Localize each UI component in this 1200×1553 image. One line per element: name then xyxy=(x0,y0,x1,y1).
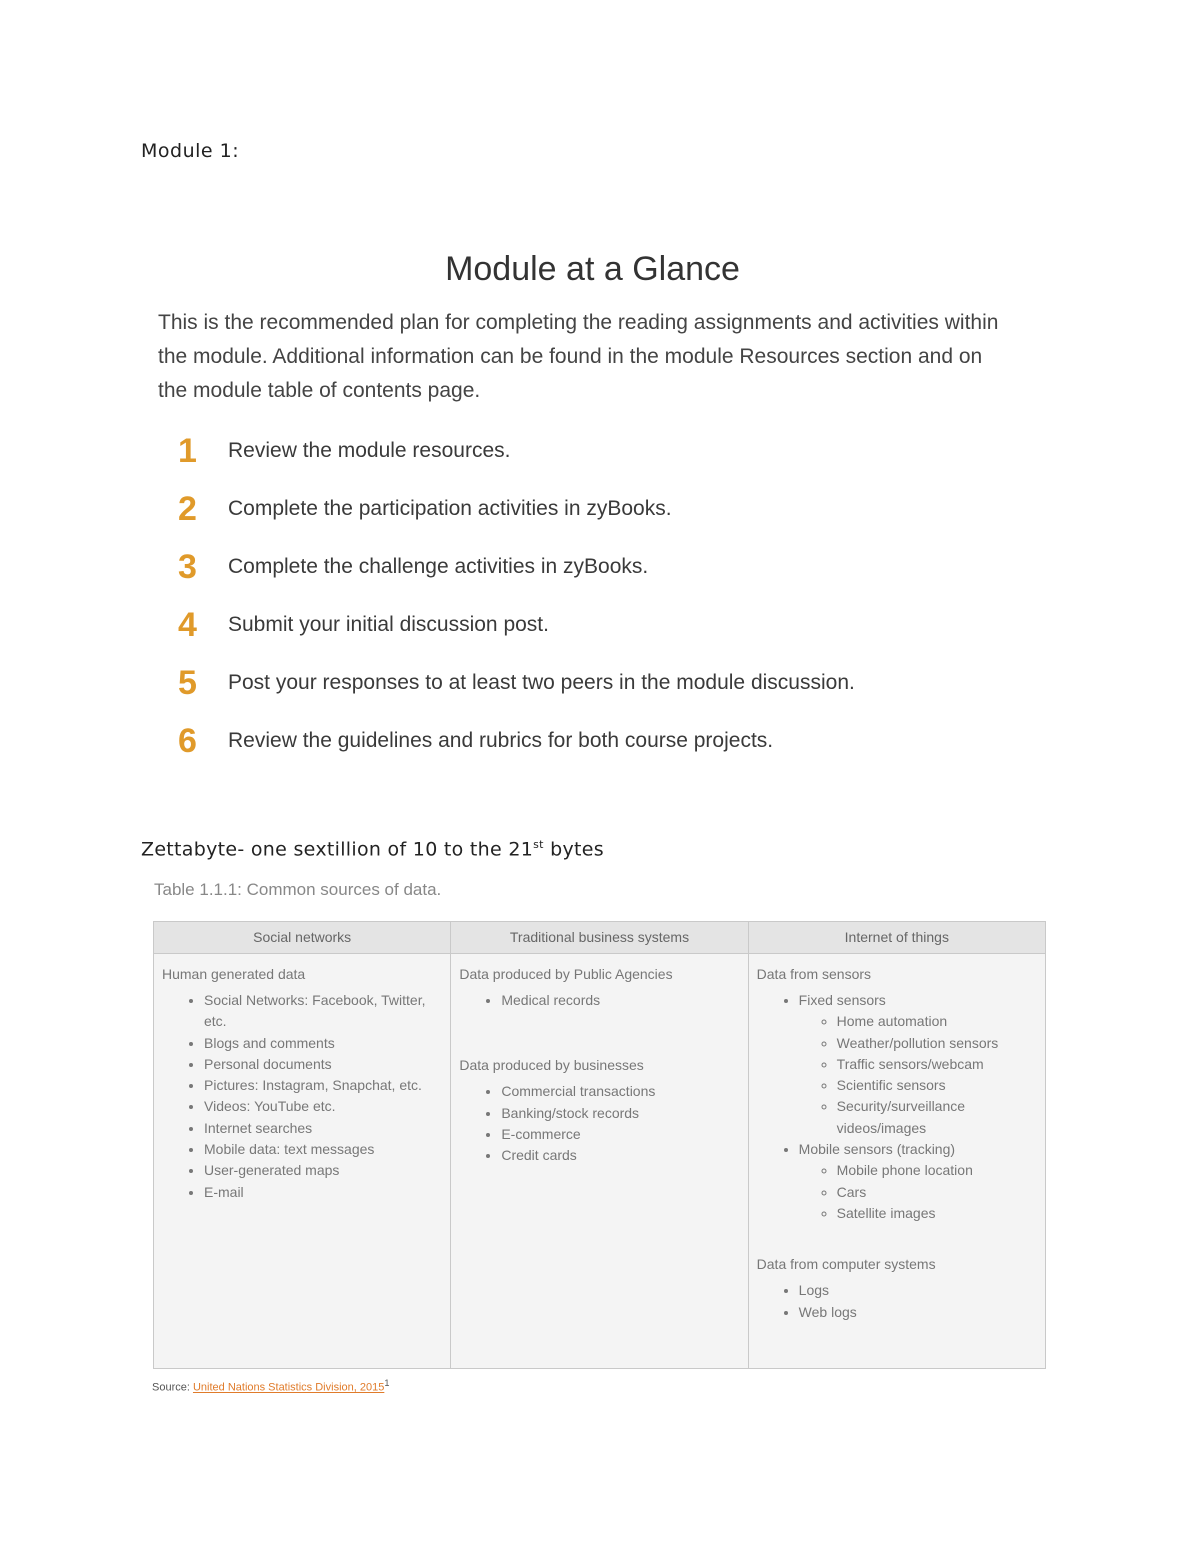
header-social-networks: Social networks xyxy=(154,922,451,953)
zettabyte-unit: bytes xyxy=(543,838,604,861)
bullet-list xyxy=(757,990,1037,1224)
step-text: Submit your initial discussion post. xyxy=(228,613,549,636)
list-item-label: Mobile sensors (tracking) xyxy=(798,1141,956,1158)
group-heading: Human generated data xyxy=(162,966,306,982)
list-item: • E-commerce xyxy=(501,1124,739,1145)
list-item xyxy=(799,1139,1037,1224)
list-item: • User-generated maps xyxy=(204,1160,442,1181)
table-body-row xyxy=(154,954,1045,1368)
bullet-list xyxy=(459,990,739,1011)
list-item: • Medical records xyxy=(501,990,739,1011)
step-text: Review the module resources. xyxy=(228,439,511,462)
step-text: Post your responses to at least two peers in the module discussion. xyxy=(228,671,855,694)
source-footnote: 1 xyxy=(384,1378,390,1388)
table-caption: Table 1.1.1: Common sources of data. xyxy=(154,880,442,899)
header-internet-of-things: Internet of things xyxy=(844,929,949,945)
list-item xyxy=(799,990,1037,1139)
sub-list-item: ◦ Weather/pollution sensors xyxy=(837,1033,1037,1054)
cell-internet-of-things xyxy=(749,954,1045,1368)
list-item: • Banking/stock records xyxy=(501,1103,739,1124)
bullet-list xyxy=(757,1280,1037,1323)
list-item: • Logs xyxy=(799,1280,1037,1301)
list-item: • Credit cards xyxy=(501,1145,739,1166)
sub-list-item: ◦ Traffic sensors/webcam xyxy=(837,1054,1037,1075)
list-item: • Commercial transactions xyxy=(501,1081,739,1102)
list-item: • Blogs and comments xyxy=(204,1033,442,1054)
sub-list-item: ◦ Cars xyxy=(837,1182,1037,1203)
step-text: Review the guidelines and rubrics for both course projects. xyxy=(228,729,774,752)
source-citation xyxy=(152,1378,389,1394)
step-text: Complete the challenge activities in zyBooks. xyxy=(228,555,649,578)
cell-traditional-business xyxy=(451,954,748,1368)
module-label: Module 1: xyxy=(141,140,240,162)
step-number: 5 xyxy=(178,663,197,702)
table-header-row xyxy=(154,922,1045,954)
spacer xyxy=(757,1224,1037,1254)
list-item-label: Fixed sensors xyxy=(798,992,886,1008)
step-item xyxy=(178,422,1078,480)
spacer xyxy=(459,1011,739,1055)
zettabyte-note xyxy=(141,838,604,860)
header-traditional-business: Traditional business systems xyxy=(451,922,748,953)
step-item xyxy=(178,654,1078,712)
source-label: Source: xyxy=(152,1381,193,1394)
list-item: • Pictures: Instagram, Snapchat, etc. xyxy=(204,1075,442,1096)
zettabyte-superscript: st xyxy=(533,838,544,851)
step-number: 3 xyxy=(178,547,197,586)
zettabyte-text: Zettabyte- one sextillion of 10 to the 21 xyxy=(141,838,534,861)
list-item: • Internet searches xyxy=(204,1118,442,1139)
group-heading: Data from computer systems xyxy=(756,1256,936,1273)
step-list xyxy=(178,422,1078,770)
glance-title: Module at a Glance xyxy=(445,250,740,288)
glance-intro: This is the recommended plan for completing the reading assignments and activities within the module. Additional information can be found in the module Resources section and on the module table of contents page. xyxy=(158,311,999,402)
list-item: • Personal documents xyxy=(204,1054,442,1075)
step-number: 2 xyxy=(178,489,197,528)
step-item xyxy=(178,712,1078,770)
sub-list-item: ◦ Scientific sensors xyxy=(837,1075,1037,1096)
step-text: Complete the participation activities in zyBooks. xyxy=(228,497,672,520)
source-link[interactable]: United Nations Statistics Division, 2015 xyxy=(192,1381,385,1394)
group-heading: Data from sensors xyxy=(756,966,872,982)
step-item xyxy=(178,480,1078,538)
list-item: • Videos: YouTube etc. xyxy=(204,1096,442,1117)
step-number: 4 xyxy=(178,605,197,644)
list-item: • Mobile data: text messages xyxy=(204,1139,442,1160)
sub-bullet-list xyxy=(799,1160,1037,1224)
cell-social-networks xyxy=(154,954,451,1368)
sub-list-item: ◦ Security/surveillance videos/images xyxy=(837,1096,1037,1139)
bullet-list xyxy=(162,990,442,1203)
list-item: • Social Networks: Facebook, Twitter, etc. xyxy=(204,990,442,1033)
step-item xyxy=(178,596,1078,654)
step-item xyxy=(178,538,1078,596)
group-heading: Data produced by Public Agencies xyxy=(459,966,673,982)
sub-list-item: ◦ Mobile phone location xyxy=(837,1160,1037,1181)
list-item: • Web logs xyxy=(799,1302,1037,1323)
sub-list-item: ◦ Satellite images xyxy=(837,1203,1037,1224)
sub-list-item: ◦ Home automation xyxy=(837,1011,1037,1032)
step-number: 1 xyxy=(178,431,197,470)
bullet-list xyxy=(459,1081,739,1166)
list-item: • E-mail xyxy=(204,1182,442,1203)
step-number: 6 xyxy=(178,721,197,760)
group-heading: Data produced by businesses xyxy=(459,1057,644,1074)
sub-bullet-list xyxy=(799,1011,1037,1139)
data-sources-table xyxy=(153,921,1046,1369)
